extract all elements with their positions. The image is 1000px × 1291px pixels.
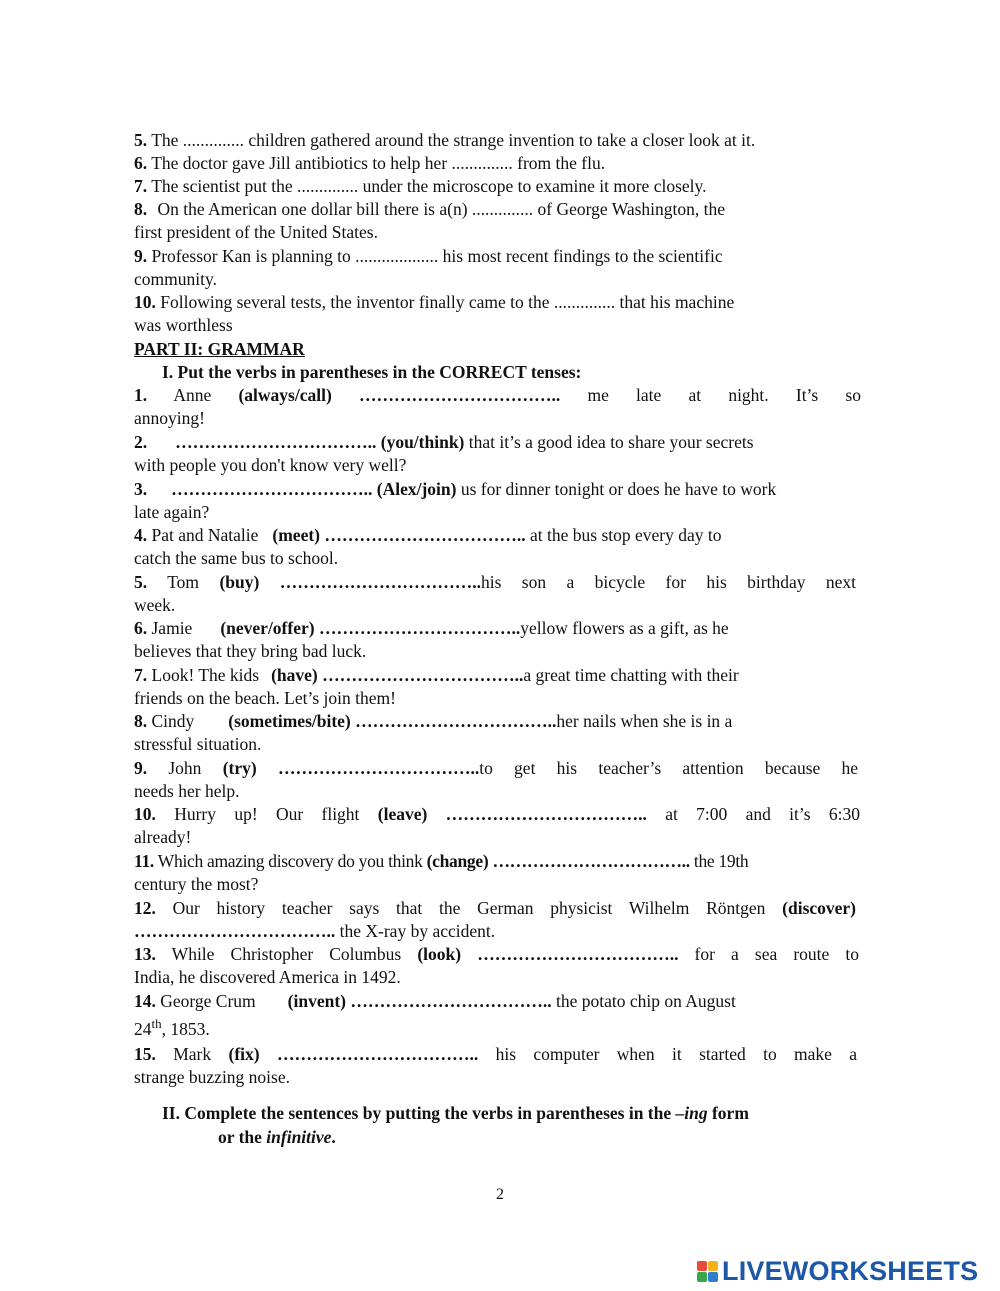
item-verb: (have) — [271, 665, 318, 685]
grammar-item-12-cont — [134, 920, 495, 942]
vocab-item-9-cont: community. — [134, 269, 217, 289]
grammar-item-15 — [134, 1043, 857, 1065]
answer-blank[interactable]: …………………………….. — [318, 618, 521, 638]
logo-square — [708, 1272, 718, 1282]
item-rest: at the bus stop every day to — [530, 525, 722, 545]
grammar-item-12 — [134, 897, 856, 919]
section2-title — [162, 1102, 749, 1124]
grammar-item-3 — [134, 478, 776, 500]
item-verb: (change) — [426, 851, 489, 871]
item-number: 3. — [134, 479, 148, 499]
vocab-item-10-cont: was worthless — [134, 315, 233, 335]
brand-name: LIVEWORKSHEETS — [722, 1255, 979, 1286]
grammar-item-13-cont: India, he discovered America in 1492. — [134, 967, 401, 987]
item-number: 2. — [134, 432, 148, 452]
item-subject: Hurry up! Our flight — [174, 804, 360, 824]
date-ordinal: th — [151, 1016, 162, 1032]
date-rest: , 1853. — [161, 1019, 210, 1039]
answer-blank[interactable]: …………………………….. — [445, 804, 647, 824]
answer-blank[interactable]: …………………………….. — [492, 851, 690, 871]
item-number: 10. — [134, 292, 156, 312]
item-verb: (never/offer) — [220, 618, 315, 638]
item-rest: the 19th — [693, 851, 749, 871]
grammar-item-13 — [134, 943, 859, 965]
grammar-item-10-cont: already! — [134, 827, 192, 847]
grammar-item-8 — [134, 710, 732, 732]
item-verb: (look) — [417, 944, 462, 964]
item-verb: (you/think) — [380, 432, 465, 452]
answer-blank[interactable]: …………………………….. — [355, 711, 557, 731]
item-verb: (sometimes/bite) — [228, 711, 351, 731]
item-rest: the X-ray by accident. — [339, 921, 496, 941]
item-rest: yellow flowers as a gift, as he — [520, 618, 729, 638]
item-text: On the American one dollar bill there is a(n) .............. of George Washington, the — [157, 199, 726, 219]
answer-blank[interactable]: …………………………….. — [279, 572, 481, 592]
item-number: 5. — [134, 572, 148, 592]
section2-emphasis: infinitive — [266, 1127, 332, 1147]
logo-square — [697, 1261, 707, 1271]
grammar-item-7 — [134, 664, 739, 686]
item-text: Following several tests, the inventor finally came to the .............. that his machine — [160, 292, 735, 312]
item-number: 11. — [134, 851, 155, 871]
answer-blank[interactable]: …………………………….. — [322, 665, 524, 685]
answer-blank[interactable]: …………………………….. — [276, 1044, 479, 1064]
vocab-item-6 — [134, 152, 605, 174]
item-number: 9. — [134, 246, 148, 266]
vocab-item-8 — [134, 198, 725, 220]
grammar-item-3-cont: late again? — [134, 502, 210, 522]
item-rest: her nails when she is in a — [556, 711, 733, 731]
answer-blank[interactable]: …………………………….. — [324, 525, 526, 545]
item-number: 4. — [134, 525, 148, 545]
answer-blank[interactable]: …………………………….. — [175, 432, 377, 452]
item-verb: (Alex/join) — [376, 479, 457, 499]
grammar-item-1 — [134, 384, 861, 406]
item-subject: While Christopher Columbus — [171, 944, 402, 964]
item-text: The .............. children gathered around the strange invention to take a closer look at it. — [151, 130, 756, 150]
grammar-item-11-cont: century the most? — [134, 874, 259, 894]
item-rest: his son a bicycle for his birthday next — [480, 572, 856, 592]
answer-blank[interactable]: …………………………….. — [477, 944, 679, 964]
item-subject: George Crum — [160, 991, 256, 1011]
grammar-item-7-cont: friends on the beach. Let’s join them! — [134, 688, 396, 708]
section2-text: . — [331, 1127, 336, 1147]
item-subject: Our history teacher says that the German physicist Wilhelm Röntgen — [172, 898, 766, 918]
item-verb: (fix) — [228, 1044, 260, 1064]
item-number: 6. — [134, 618, 148, 638]
item-rest: us for dinner tonight or does he have to work — [460, 479, 777, 499]
item-rest: a great time chatting with their — [523, 665, 739, 685]
section2-emphasis: –ing — [675, 1103, 708, 1123]
item-number: 7. — [134, 176, 148, 196]
vocab-item-10 — [134, 291, 734, 313]
section2-title-cont — [218, 1126, 336, 1148]
vocab-item-8-cont: first president of the United States. — [134, 222, 378, 242]
item-number: 8. — [134, 199, 148, 219]
item-rest: to get his teacher’s attention because he — [479, 758, 859, 778]
liveworksheets-logo — [697, 1254, 978, 1288]
item-verb: (discover) — [782, 898, 857, 918]
item-rest: that it’s a good idea to share your secrets — [468, 432, 754, 452]
item-number: 6. — [134, 153, 148, 173]
item-number: 7. — [134, 665, 148, 685]
item-rest: me late at night. It’s so — [587, 385, 861, 405]
item-number: 15. — [134, 1044, 156, 1064]
section1-title: I. Put the verbs in parentheses in the CORRECT tenses: — [162, 362, 582, 382]
grammar-item-9 — [134, 757, 858, 779]
section2-text: form — [707, 1103, 749, 1123]
item-number: 8. — [134, 711, 148, 731]
item-verb: (meet) — [272, 525, 321, 545]
item-subject: Which amazing discovery do you think — [157, 851, 423, 871]
item-number: 10. — [134, 804, 156, 824]
answer-blank[interactable]: …………………………….. — [350, 991, 552, 1011]
item-text: The doctor gave Jill antibiotics to help her .............. from the flu. — [151, 153, 606, 173]
item-text: Professor Kan is planning to ................... his most recent findings to the scientific — [151, 246, 723, 266]
item-subject: Jamie — [151, 618, 193, 638]
vocab-item-5 — [134, 129, 755, 151]
item-number: 5. — [134, 130, 148, 150]
logo-square — [708, 1261, 718, 1271]
item-verb: (buy) — [219, 572, 260, 592]
item-rest: for a sea route to — [694, 944, 860, 964]
item-text: The scientist put the .............. under the microscope to examine it more closely. — [151, 176, 707, 196]
vocab-item-7 — [134, 175, 707, 197]
item-subject: Cindy — [151, 711, 195, 731]
grammar-item-9-cont: needs her help. — [134, 781, 240, 801]
grammar-item-14 — [134, 990, 736, 1012]
grammar-item-2-cont: with people you don't know very well? — [134, 455, 407, 475]
grammar-item-1-cont: annoying! — [134, 408, 205, 428]
part2-heading: PART II: GRAMMAR — [134, 339, 305, 359]
answer-blank[interactable]: …………………………….. — [277, 758, 480, 778]
grammar-item-11 — [134, 850, 748, 872]
section2-text: II. Complete the sentences by putting the verbs in parentheses in the — [162, 1103, 676, 1123]
grammar-item-2 — [134, 431, 754, 453]
item-verb: (always/call) — [238, 385, 332, 405]
page-number: 2 — [496, 1186, 504, 1203]
vocab-item-9 — [134, 245, 723, 267]
logo-square — [697, 1272, 707, 1282]
item-subject: Mark — [173, 1044, 212, 1064]
grammar-item-4-cont: catch the same bus to school. — [134, 548, 339, 568]
item-subject: Tom — [167, 572, 200, 592]
grammar-item-10 — [134, 803, 860, 825]
date-day: 24 — [134, 1019, 152, 1039]
answer-blank[interactable]: …………………………….. — [359, 385, 561, 405]
item-rest: his computer when it started to make a — [495, 1044, 858, 1064]
item-rest: at 7:00 and it’s 6:30 — [665, 804, 861, 824]
grammar-item-8-cont: stressful situation. — [134, 734, 262, 754]
item-subject: Anne — [173, 385, 212, 405]
item-verb: (invent) — [287, 991, 346, 1011]
item-verb: (try) — [222, 758, 257, 778]
item-subject: Pat and Natalie — [151, 525, 259, 545]
section2-text: or the — [218, 1127, 267, 1147]
grammar-item-15-cont: strange buzzing noise. — [134, 1067, 290, 1087]
item-number: 1. — [134, 385, 148, 405]
item-number: 14. — [134, 991, 156, 1011]
item-rest: the potato chip on August — [556, 991, 736, 1011]
liveworksheets-icon — [697, 1261, 718, 1282]
grammar-item-6-cont: believes that they bring bad luck. — [134, 641, 367, 661]
item-subject: Look! The kids — [151, 665, 260, 685]
item-number: 12. — [134, 898, 156, 918]
grammar-item-4 — [134, 524, 722, 546]
item-number: 13. — [134, 944, 156, 964]
item-subject: John — [168, 758, 202, 778]
grammar-item-14-cont — [134, 1018, 210, 1040]
item-number: 9. — [134, 758, 148, 778]
grammar-item-5 — [134, 571, 856, 593]
grammar-item-5-cont: week. — [134, 595, 176, 615]
grammar-item-6 — [134, 617, 729, 639]
answer-blank[interactable]: …………………………….. — [171, 479, 373, 499]
item-verb: (leave) — [377, 804, 428, 824]
answer-blank[interactable]: …………………………….. — [134, 921, 336, 941]
